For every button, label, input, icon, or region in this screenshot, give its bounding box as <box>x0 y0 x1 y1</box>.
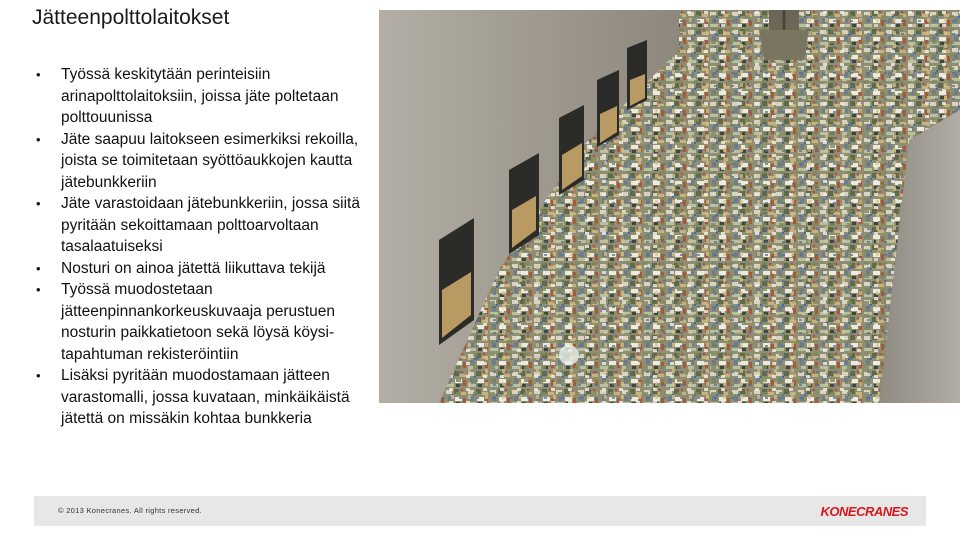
bullet-text: Työssä keskitytään perinteisiin arinapolttolaitoksiin, joissa jäte poltetaan polttouunissa <box>61 66 339 126</box>
slide-title: Jätteenpolttolaitokset <box>32 6 230 29</box>
bullet-text: Lisäksi pyritään muodostamaan jätteen varastomalli, jossa kuvataan, minkäikäistä jätettä on missäkin kohtaa bunkkeria <box>61 367 350 427</box>
bullet-item <box>36 258 381 280</box>
bullet-text: Jäte varastoidaan jätebunkkeriin, jossa siitä pyritään sekoittamaan polttoarvoltaan tasalaatuiseksi <box>61 195 360 255</box>
bullet-text: Nosturi on ainoa jätettä liikuttava tekijä <box>61 259 326 277</box>
bullet-item <box>36 365 381 430</box>
bullet-text: Jäte saapuu laitokseen esimerkiksi rekoilla, joista se toimitetaan syöttöaukkojen kautta jätebunkkeriin <box>61 130 359 191</box>
bullet-icon: • <box>36 368 41 383</box>
copyright-text: © 2013 Konecranes. All rights reserved. <box>58 506 202 515</box>
konecranes-logo: KONECRANES <box>820 504 908 519</box>
bullet-icon: • <box>36 67 41 82</box>
bullet-item <box>36 129 381 194</box>
bullet-item <box>36 279 381 365</box>
bullet-icon: • <box>36 196 41 211</box>
bullet-list <box>36 64 381 430</box>
footer-bar <box>34 496 926 526</box>
bullet-item <box>36 64 381 129</box>
bullet-icon: • <box>36 260 41 276</box>
bullet-icon: • <box>36 282 41 297</box>
bullet-icon: • <box>36 131 41 147</box>
waste-bunker-photo <box>379 10 960 403</box>
bullet-text: Työssä muodostetaan jätteenpinnankorkeuskuvaaja perustuen nosturin paikkatietoon sekä löysä köysi-tapahtuman rekisteröintiin <box>61 281 336 363</box>
bullet-item <box>36 193 381 258</box>
